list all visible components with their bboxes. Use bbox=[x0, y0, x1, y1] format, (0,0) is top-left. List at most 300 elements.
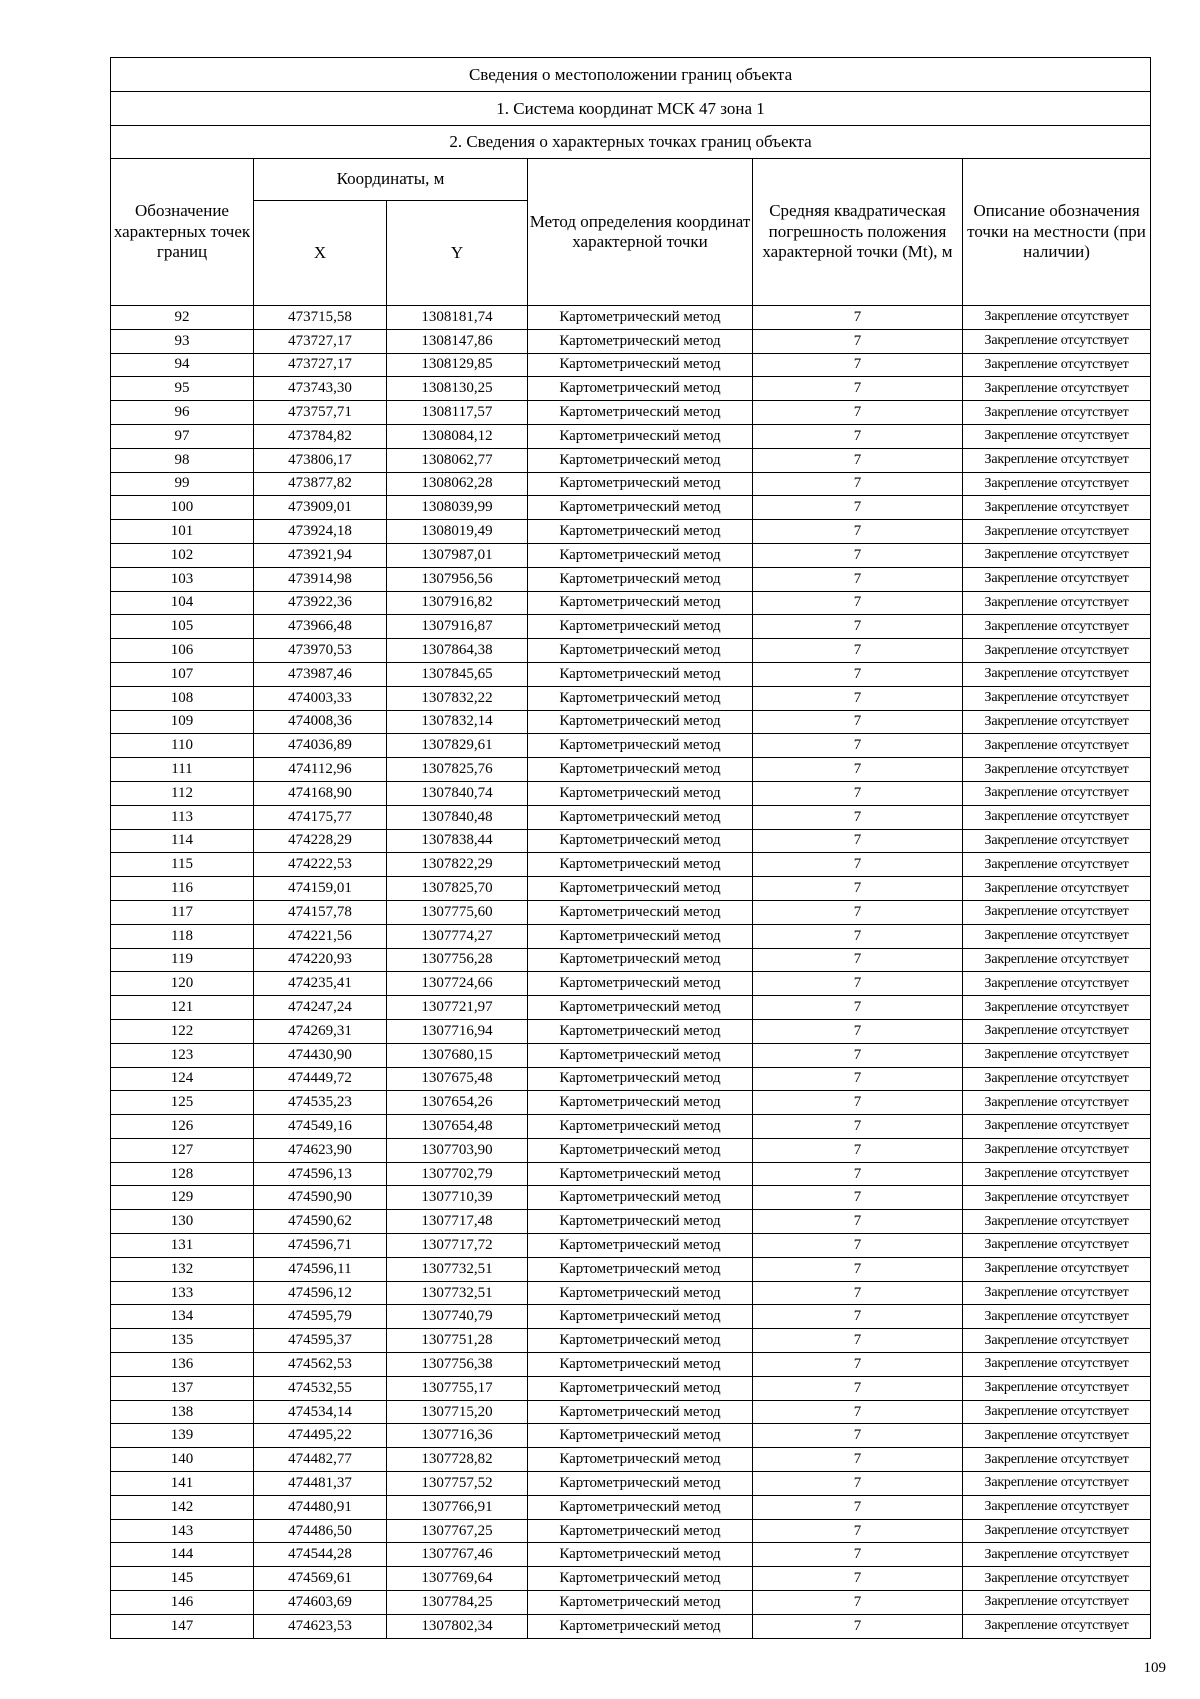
table-row bbox=[111, 401, 1151, 425]
x-coordinate-cell: 474623,53 bbox=[254, 1614, 387, 1638]
point-id-cell: 129 bbox=[111, 1186, 254, 1210]
method-cell: Картометрический метод bbox=[528, 520, 753, 544]
y-coordinate-cell: 1308084,12 bbox=[387, 424, 528, 448]
table-row bbox=[111, 639, 1151, 663]
point-id-cell: 111 bbox=[111, 758, 254, 782]
x-coordinate-cell: 474036,89 bbox=[254, 734, 387, 758]
description-cell: Закрепление отсутствует bbox=[963, 1091, 1151, 1115]
method-cell: Картометрический метод bbox=[528, 972, 753, 996]
method-cell: Картометрический метод bbox=[528, 853, 753, 877]
y-coordinate-cell: 1307654,26 bbox=[387, 1091, 528, 1115]
table-row bbox=[111, 1543, 1151, 1567]
error-cell: 7 bbox=[753, 1543, 963, 1567]
point-id-cell: 140 bbox=[111, 1448, 254, 1472]
table-row bbox=[111, 567, 1151, 591]
table-row bbox=[111, 1591, 1151, 1615]
table-row bbox=[111, 1448, 1151, 1472]
x-coordinate-cell: 473909,01 bbox=[254, 496, 387, 520]
point-id-cell: 141 bbox=[111, 1472, 254, 1496]
error-cell: 7 bbox=[753, 1186, 963, 1210]
y-coordinate-cell: 1308039,99 bbox=[387, 496, 528, 520]
x-coordinate-cell: 474159,01 bbox=[254, 877, 387, 901]
point-id-cell: 116 bbox=[111, 877, 254, 901]
description-cell: Закрепление отсутствует bbox=[963, 853, 1151, 877]
description-cell: Закрепление отсутствует bbox=[963, 424, 1151, 448]
description-cell: Закрепление отсутствует bbox=[963, 900, 1151, 924]
table-row bbox=[111, 781, 1151, 805]
method-cell: Картометрический метод bbox=[528, 1281, 753, 1305]
description-cell: Закрепление отсутствует bbox=[963, 1400, 1151, 1424]
error-cell: 7 bbox=[753, 306, 963, 330]
method-cell: Картометрический метод bbox=[528, 615, 753, 639]
y-coordinate-cell: 1308062,77 bbox=[387, 448, 528, 472]
table-row bbox=[111, 543, 1151, 567]
error-cell: 7 bbox=[753, 401, 963, 425]
x-coordinate-cell: 474596,13 bbox=[254, 1162, 387, 1186]
point-id-cell: 145 bbox=[111, 1567, 254, 1591]
header-description: Описание обозначения точки на местности (при наличии) bbox=[963, 159, 1151, 306]
points-section-title: 2. Сведения о характерных точках границ объекта bbox=[111, 126, 1151, 159]
method-cell: Картометрический метод bbox=[528, 781, 753, 805]
error-cell: 7 bbox=[753, 924, 963, 948]
table-row bbox=[111, 1210, 1151, 1234]
x-coordinate-cell: 474269,31 bbox=[254, 1019, 387, 1043]
description-cell: Закрепление отсутствует bbox=[963, 996, 1151, 1020]
table-row bbox=[111, 948, 1151, 972]
error-cell: 7 bbox=[753, 353, 963, 377]
method-cell: Картометрический метод bbox=[528, 924, 753, 948]
point-id-cell: 102 bbox=[111, 543, 254, 567]
method-cell: Картометрический метод bbox=[528, 448, 753, 472]
description-cell: Закрепление отсутствует bbox=[963, 924, 1151, 948]
y-coordinate-cell: 1307767,46 bbox=[387, 1543, 528, 1567]
x-coordinate-cell: 474480,91 bbox=[254, 1495, 387, 1519]
method-cell: Картометрический метод bbox=[528, 1424, 753, 1448]
error-cell: 7 bbox=[753, 520, 963, 544]
x-coordinate-cell: 473922,36 bbox=[254, 591, 387, 615]
point-id-cell: 92 bbox=[111, 306, 254, 330]
table-row bbox=[111, 1067, 1151, 1091]
x-coordinate-cell: 474534,14 bbox=[254, 1400, 387, 1424]
table-row bbox=[111, 1376, 1151, 1400]
point-id-cell: 127 bbox=[111, 1138, 254, 1162]
y-coordinate-cell: 1307721,97 bbox=[387, 996, 528, 1020]
method-cell: Картометрический метод bbox=[528, 472, 753, 496]
method-cell: Картометрический метод bbox=[528, 1329, 753, 1353]
y-coordinate-cell: 1307840,48 bbox=[387, 805, 528, 829]
table-row bbox=[111, 1019, 1151, 1043]
x-coordinate-cell: 474532,55 bbox=[254, 1376, 387, 1400]
y-coordinate-cell: 1307751,28 bbox=[387, 1329, 528, 1353]
point-id-cell: 144 bbox=[111, 1543, 254, 1567]
x-coordinate-cell: 474603,69 bbox=[254, 1591, 387, 1615]
description-cell: Закрепление отсутствует bbox=[963, 805, 1151, 829]
y-coordinate-cell: 1307825,76 bbox=[387, 758, 528, 782]
error-cell: 7 bbox=[753, 1091, 963, 1115]
method-cell: Картометрический метод bbox=[528, 829, 753, 853]
point-id-cell: 110 bbox=[111, 734, 254, 758]
x-coordinate-cell: 473743,30 bbox=[254, 377, 387, 401]
point-id-cell: 139 bbox=[111, 1424, 254, 1448]
error-cell: 7 bbox=[753, 496, 963, 520]
point-id-cell: 138 bbox=[111, 1400, 254, 1424]
table-row bbox=[111, 496, 1151, 520]
error-cell: 7 bbox=[753, 1234, 963, 1258]
point-id-cell: 126 bbox=[111, 1115, 254, 1139]
table-row bbox=[111, 853, 1151, 877]
point-id-cell: 93 bbox=[111, 329, 254, 353]
method-cell: Картометрический метод bbox=[528, 1067, 753, 1091]
x-coordinate-cell: 473970,53 bbox=[254, 639, 387, 663]
table-row bbox=[111, 1234, 1151, 1258]
point-id-cell: 134 bbox=[111, 1305, 254, 1329]
method-cell: Картометрический метод bbox=[528, 377, 753, 401]
x-coordinate-cell: 474221,56 bbox=[254, 924, 387, 948]
error-cell: 7 bbox=[753, 734, 963, 758]
method-cell: Картометрический метод bbox=[528, 758, 753, 782]
description-cell: Закрепление отсутствует bbox=[963, 1376, 1151, 1400]
description-cell: Закрепление отсутствует bbox=[963, 520, 1151, 544]
method-cell: Картометрический метод bbox=[528, 686, 753, 710]
header-coordinates: Координаты, м bbox=[254, 159, 528, 201]
table-row bbox=[111, 924, 1151, 948]
description-cell: Закрепление отсутствует bbox=[963, 1543, 1151, 1567]
y-coordinate-cell: 1307832,22 bbox=[387, 686, 528, 710]
method-cell: Картометрический метод bbox=[528, 424, 753, 448]
error-cell: 7 bbox=[753, 1115, 963, 1139]
point-id-cell: 132 bbox=[111, 1257, 254, 1281]
x-coordinate-cell: 473715,58 bbox=[254, 306, 387, 330]
x-coordinate-cell: 474595,37 bbox=[254, 1329, 387, 1353]
description-cell: Закрепление отсутствует bbox=[963, 1019, 1151, 1043]
y-coordinate-cell: 1308129,85 bbox=[387, 353, 528, 377]
error-cell: 7 bbox=[753, 329, 963, 353]
table-row bbox=[111, 1567, 1151, 1591]
x-coordinate-cell: 474596,71 bbox=[254, 1234, 387, 1258]
description-cell: Закрепление отсутствует bbox=[963, 329, 1151, 353]
y-coordinate-cell: 1307710,39 bbox=[387, 1186, 528, 1210]
y-coordinate-cell: 1307864,38 bbox=[387, 639, 528, 663]
table-row bbox=[111, 1353, 1151, 1377]
error-cell: 7 bbox=[753, 377, 963, 401]
description-cell: Закрепление отсутствует bbox=[963, 1162, 1151, 1186]
error-cell: 7 bbox=[753, 1162, 963, 1186]
y-coordinate-cell: 1308117,57 bbox=[387, 401, 528, 425]
x-coordinate-cell: 474590,62 bbox=[254, 1210, 387, 1234]
method-cell: Картометрический метод bbox=[528, 1495, 753, 1519]
point-id-cell: 99 bbox=[111, 472, 254, 496]
y-coordinate-cell: 1307756,28 bbox=[387, 948, 528, 972]
table-row bbox=[111, 710, 1151, 734]
description-cell: Закрепление отсутствует bbox=[963, 1448, 1151, 1472]
method-cell: Картометрический метод bbox=[528, 496, 753, 520]
point-id-cell: 135 bbox=[111, 1329, 254, 1353]
description-cell: Закрепление отсутствует bbox=[963, 1567, 1151, 1591]
point-id-cell: 108 bbox=[111, 686, 254, 710]
table-row bbox=[111, 900, 1151, 924]
x-coordinate-cell: 474481,37 bbox=[254, 1472, 387, 1496]
table-row bbox=[111, 1115, 1151, 1139]
x-coordinate-cell: 474228,29 bbox=[254, 829, 387, 853]
description-cell: Закрепление отсутствует bbox=[963, 1305, 1151, 1329]
y-coordinate-cell: 1307756,38 bbox=[387, 1353, 528, 1377]
y-coordinate-cell: 1307732,51 bbox=[387, 1281, 528, 1305]
error-cell: 7 bbox=[753, 472, 963, 496]
description-cell: Закрепление отсутствует bbox=[963, 1614, 1151, 1638]
y-coordinate-cell: 1307829,61 bbox=[387, 734, 528, 758]
point-id-cell: 112 bbox=[111, 781, 254, 805]
method-cell: Картометрический метод bbox=[528, 1448, 753, 1472]
x-coordinate-cell: 474449,72 bbox=[254, 1067, 387, 1091]
point-id-cell: 137 bbox=[111, 1376, 254, 1400]
description-cell: Закрепление отсутствует bbox=[963, 448, 1151, 472]
method-cell: Картометрический метод bbox=[528, 1353, 753, 1377]
description-cell: Закрепление отсутствует bbox=[963, 1138, 1151, 1162]
y-coordinate-cell: 1307728,82 bbox=[387, 1448, 528, 1472]
x-coordinate-cell: 473784,82 bbox=[254, 424, 387, 448]
error-cell: 7 bbox=[753, 1210, 963, 1234]
point-id-cell: 106 bbox=[111, 639, 254, 663]
header-error: Средняя квадратическая погрешность положения характерной точки (Mt), м bbox=[753, 159, 963, 306]
point-id-cell: 114 bbox=[111, 829, 254, 853]
y-coordinate-cell: 1307916,82 bbox=[387, 591, 528, 615]
point-id-cell: 107 bbox=[111, 662, 254, 686]
point-id-cell: 122 bbox=[111, 1019, 254, 1043]
error-cell: 7 bbox=[753, 424, 963, 448]
method-cell: Картометрический метод bbox=[528, 805, 753, 829]
method-cell: Картометрический метод bbox=[528, 1400, 753, 1424]
point-id-cell: 104 bbox=[111, 591, 254, 615]
table-row bbox=[111, 520, 1151, 544]
point-id-cell: 146 bbox=[111, 1591, 254, 1615]
table-row bbox=[111, 1186, 1151, 1210]
description-cell: Закрепление отсутствует bbox=[963, 734, 1151, 758]
x-coordinate-cell: 474247,24 bbox=[254, 996, 387, 1020]
table-row bbox=[111, 1305, 1151, 1329]
description-cell: Закрепление отсутствует bbox=[963, 948, 1151, 972]
y-coordinate-cell: 1308181,74 bbox=[387, 306, 528, 330]
description-cell: Закрепление отсутствует bbox=[963, 829, 1151, 853]
method-cell: Картометрический метод bbox=[528, 543, 753, 567]
point-id-cell: 101 bbox=[111, 520, 254, 544]
y-coordinate-cell: 1307838,44 bbox=[387, 829, 528, 853]
y-coordinate-cell: 1307775,60 bbox=[387, 900, 528, 924]
y-coordinate-cell: 1307956,56 bbox=[387, 567, 528, 591]
y-coordinate-cell: 1308062,28 bbox=[387, 472, 528, 496]
description-cell: Закрепление отсутствует bbox=[963, 1495, 1151, 1519]
y-coordinate-cell: 1307822,29 bbox=[387, 853, 528, 877]
error-cell: 7 bbox=[753, 805, 963, 829]
y-coordinate-cell: 1307987,01 bbox=[387, 543, 528, 567]
description-cell: Закрепление отсутствует bbox=[963, 353, 1151, 377]
description-cell: Закрепление отсутствует bbox=[963, 1281, 1151, 1305]
method-cell: Картометрический метод bbox=[528, 591, 753, 615]
x-coordinate-cell: 473727,17 bbox=[254, 329, 387, 353]
y-coordinate-cell: 1308147,86 bbox=[387, 329, 528, 353]
description-cell: Закрепление отсутствует bbox=[963, 1067, 1151, 1091]
table-row bbox=[111, 805, 1151, 829]
point-id-cell: 120 bbox=[111, 972, 254, 996]
y-coordinate-cell: 1307717,48 bbox=[387, 1210, 528, 1234]
table-row bbox=[111, 972, 1151, 996]
description-cell: Закрепление отсутствует bbox=[963, 1329, 1151, 1353]
description-cell: Закрепление отсутствует bbox=[963, 1043, 1151, 1067]
y-coordinate-cell: 1307774,27 bbox=[387, 924, 528, 948]
method-cell: Картометрический метод bbox=[528, 1019, 753, 1043]
x-coordinate-cell: 474535,23 bbox=[254, 1091, 387, 1115]
y-coordinate-cell: 1308130,25 bbox=[387, 377, 528, 401]
x-coordinate-cell: 474495,22 bbox=[254, 1424, 387, 1448]
table-row bbox=[111, 1091, 1151, 1115]
y-coordinate-cell: 1307717,72 bbox=[387, 1234, 528, 1258]
description-cell: Закрепление отсутствует bbox=[963, 472, 1151, 496]
point-id-cell: 125 bbox=[111, 1091, 254, 1115]
method-cell: Картометрический метод bbox=[528, 1519, 753, 1543]
description-cell: Закрепление отсутствует bbox=[963, 567, 1151, 591]
error-cell: 7 bbox=[753, 1043, 963, 1067]
method-cell: Картометрический метод bbox=[528, 1234, 753, 1258]
point-id-cell: 142 bbox=[111, 1495, 254, 1519]
error-cell: 7 bbox=[753, 1281, 963, 1305]
error-cell: 7 bbox=[753, 543, 963, 567]
description-cell: Закрепление отсутствует bbox=[963, 306, 1151, 330]
x-coordinate-cell: 473921,94 bbox=[254, 543, 387, 567]
method-cell: Картометрический метод bbox=[528, 948, 753, 972]
description-cell: Закрепление отсутствует bbox=[963, 781, 1151, 805]
x-coordinate-cell: 474569,61 bbox=[254, 1567, 387, 1591]
table-row bbox=[111, 1424, 1151, 1448]
x-coordinate-cell: 473806,17 bbox=[254, 448, 387, 472]
method-cell: Картометрический метод bbox=[528, 1591, 753, 1615]
method-cell: Картометрический метод bbox=[528, 1376, 753, 1400]
point-id-cell: 103 bbox=[111, 567, 254, 591]
error-cell: 7 bbox=[753, 1614, 963, 1638]
method-cell: Картометрический метод bbox=[528, 1567, 753, 1591]
page-number: 109 bbox=[1143, 1660, 1166, 1676]
point-id-cell: 124 bbox=[111, 1067, 254, 1091]
x-coordinate-cell: 474430,90 bbox=[254, 1043, 387, 1067]
method-cell: Картометрический метод bbox=[528, 567, 753, 591]
error-cell: 7 bbox=[753, 1448, 963, 1472]
error-cell: 7 bbox=[753, 1591, 963, 1615]
method-cell: Картометрический метод bbox=[528, 1115, 753, 1139]
error-cell: 7 bbox=[753, 1329, 963, 1353]
error-cell: 7 bbox=[753, 877, 963, 901]
y-coordinate-cell: 1307845,65 bbox=[387, 662, 528, 686]
error-cell: 7 bbox=[753, 758, 963, 782]
error-cell: 7 bbox=[753, 1567, 963, 1591]
method-cell: Картометрический метод bbox=[528, 1543, 753, 1567]
error-cell: 7 bbox=[753, 1138, 963, 1162]
table-row bbox=[111, 1162, 1151, 1186]
point-id-cell: 105 bbox=[111, 615, 254, 639]
table-row bbox=[111, 1614, 1151, 1638]
y-coordinate-cell: 1307702,79 bbox=[387, 1162, 528, 1186]
point-id-cell: 118 bbox=[111, 924, 254, 948]
error-cell: 7 bbox=[753, 829, 963, 853]
point-id-cell: 121 bbox=[111, 996, 254, 1020]
y-coordinate-cell: 1307715,20 bbox=[387, 1400, 528, 1424]
description-cell: Закрепление отсутствует bbox=[963, 1591, 1151, 1615]
error-cell: 7 bbox=[753, 567, 963, 591]
point-id-cell: 100 bbox=[111, 496, 254, 520]
x-coordinate-cell: 474175,77 bbox=[254, 805, 387, 829]
y-coordinate-cell: 1307724,66 bbox=[387, 972, 528, 996]
method-cell: Картометрический метод bbox=[528, 662, 753, 686]
error-cell: 7 bbox=[753, 996, 963, 1020]
description-cell: Закрепление отсутствует bbox=[963, 1353, 1151, 1377]
description-cell: Закрепление отсутствует bbox=[963, 496, 1151, 520]
y-coordinate-cell: 1307732,51 bbox=[387, 1257, 528, 1281]
y-coordinate-cell: 1307784,25 bbox=[387, 1591, 528, 1615]
method-cell: Картометрический метод bbox=[528, 401, 753, 425]
method-cell: Картометрический метод bbox=[528, 1043, 753, 1067]
table-row bbox=[111, 448, 1151, 472]
x-coordinate-cell: 474008,36 bbox=[254, 710, 387, 734]
y-coordinate-cell: 1307703,90 bbox=[387, 1138, 528, 1162]
description-cell: Закрепление отсутствует bbox=[963, 1115, 1151, 1139]
error-cell: 7 bbox=[753, 948, 963, 972]
point-id-cell: 136 bbox=[111, 1353, 254, 1377]
method-cell: Картометрический метод bbox=[528, 639, 753, 663]
point-id-cell: 133 bbox=[111, 1281, 254, 1305]
error-cell: 7 bbox=[753, 662, 963, 686]
point-id-cell: 96 bbox=[111, 401, 254, 425]
table-row bbox=[111, 1281, 1151, 1305]
boundary-points-table bbox=[110, 57, 1151, 1639]
point-id-cell: 94 bbox=[111, 353, 254, 377]
table-row bbox=[111, 329, 1151, 353]
section-title: Сведения о местоположении границ объекта bbox=[111, 58, 1151, 92]
error-cell: 7 bbox=[753, 1376, 963, 1400]
x-coordinate-cell: 474595,79 bbox=[254, 1305, 387, 1329]
table-row bbox=[111, 877, 1151, 901]
description-cell: Закрепление отсутствует bbox=[963, 377, 1151, 401]
header-x: X bbox=[254, 201, 387, 306]
error-cell: 7 bbox=[753, 1067, 963, 1091]
description-cell: Закрепление отсутствует bbox=[963, 591, 1151, 615]
description-cell: Закрепление отсутствует bbox=[963, 710, 1151, 734]
description-cell: Закрепление отсутствует bbox=[963, 877, 1151, 901]
header-method: Метод определения координат характерной точки bbox=[528, 159, 753, 306]
method-cell: Картометрический метод bbox=[528, 1186, 753, 1210]
y-coordinate-cell: 1307740,79 bbox=[387, 1305, 528, 1329]
error-cell: 7 bbox=[753, 900, 963, 924]
error-cell: 7 bbox=[753, 1353, 963, 1377]
method-cell: Картометрический метод bbox=[528, 306, 753, 330]
x-coordinate-cell: 473727,17 bbox=[254, 353, 387, 377]
y-coordinate-cell: 1307716,36 bbox=[387, 1424, 528, 1448]
y-coordinate-cell: 1307680,15 bbox=[387, 1043, 528, 1067]
description-cell: Закрепление отсутствует bbox=[963, 1424, 1151, 1448]
x-coordinate-cell: 474003,33 bbox=[254, 686, 387, 710]
method-cell: Картометрический метод bbox=[528, 734, 753, 758]
error-cell: 7 bbox=[753, 1019, 963, 1043]
description-cell: Закрепление отсутствует bbox=[963, 1257, 1151, 1281]
description-cell: Закрепление отсутствует bbox=[963, 615, 1151, 639]
table-row bbox=[111, 829, 1151, 853]
error-cell: 7 bbox=[753, 853, 963, 877]
table-row bbox=[111, 353, 1151, 377]
x-coordinate-cell: 474590,90 bbox=[254, 1186, 387, 1210]
y-coordinate-cell: 1307675,48 bbox=[387, 1067, 528, 1091]
table-row bbox=[111, 306, 1151, 330]
table-row bbox=[111, 1495, 1151, 1519]
y-coordinate-cell: 1307766,91 bbox=[387, 1495, 528, 1519]
x-coordinate-cell: 474596,11 bbox=[254, 1257, 387, 1281]
table-row bbox=[111, 662, 1151, 686]
table-body bbox=[111, 306, 1151, 1639]
